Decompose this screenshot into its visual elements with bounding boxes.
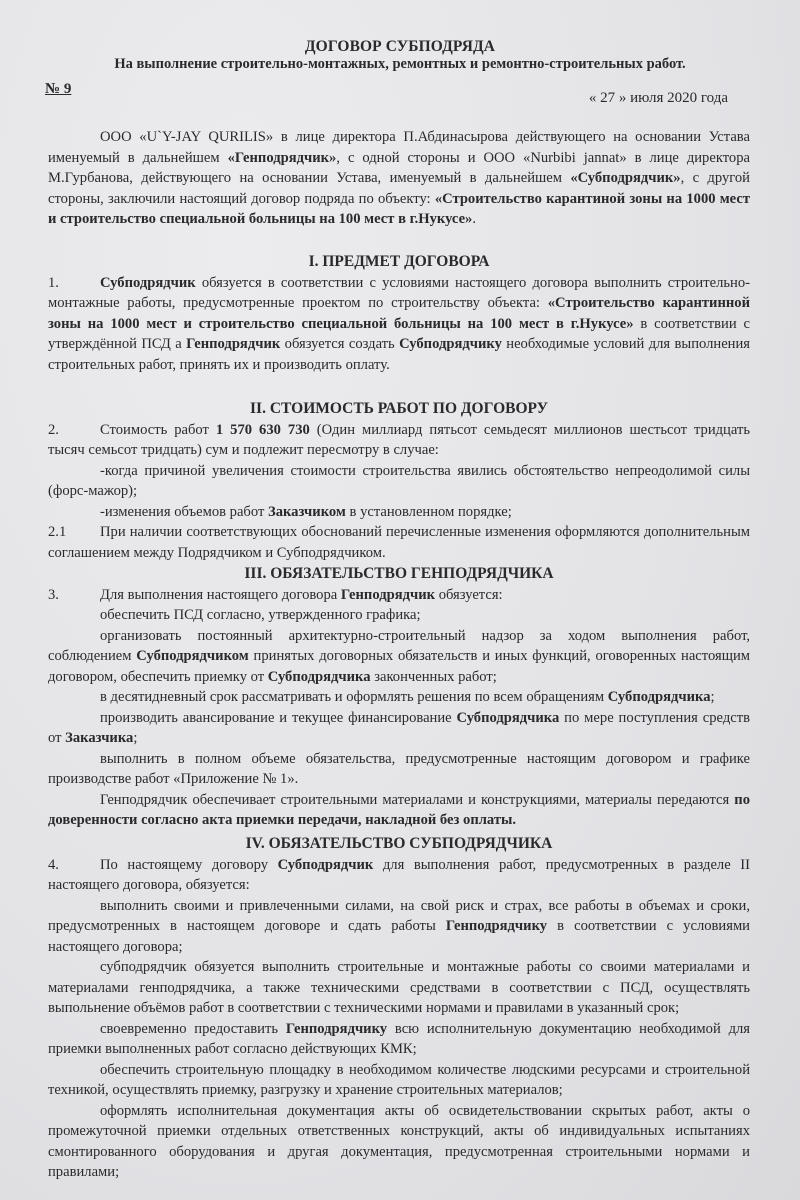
text: в установленном порядке; [345, 503, 512, 520]
preamble-paragraph [48, 127, 750, 230]
text: по мере поступления средств от [48, 709, 751, 746]
text: обязуется создать [280, 336, 400, 352]
bold-text: Субподрядчика [456, 709, 560, 726]
text: организовать постоянный архитектурно-строительный надзор за ходом выполнения работ, соблюдением [48, 627, 750, 664]
section-4 [48, 834, 750, 1183]
bold-text: Генподрядчик [186, 336, 281, 352]
bold-text: Субподрядчика [607, 689, 711, 705]
clause-2 [48, 420, 750, 461]
text: принятых договорных обязательств и иных функций, оговоренных настоящим договором, обеспечить приемку от [48, 648, 750, 685]
bold-text: Субподрядчик [277, 856, 374, 873]
list-item: -когда причиной увеличения стоимости строительства явились обстоятельство непреодолимой силы (форс-мажор); [48, 462, 750, 499]
contract-amount: 1 570 630 730 [215, 421, 310, 438]
text: , с одной стороны и ООО «Nurbibi jannat» в лице директора М.Гурбанова, действующего на основании Устава, именуемый в дальнейшем [48, 149, 750, 186]
text: для выполнения работ, предусмотренных в разделе II настоящего договора, обязуется: [48, 856, 750, 893]
clause-4 [48, 855, 750, 896]
list-item [48, 708, 750, 749]
document-title: ДОГОВОР СУБПОДРЯДА [304, 38, 496, 55]
text: законченных работ; [370, 668, 497, 685]
bold-text: Субподрядчик [100, 274, 196, 291]
bold-text: Генподрядчику [285, 1020, 388, 1037]
text: Стоимость работ [100, 421, 216, 438]
text: ; [710, 689, 715, 705]
section-heading: IV. ОБЯЗАТЕЛЬСТВО СУБПОДРЯДЧИКА [245, 835, 553, 852]
bold-text: Заказчика [65, 730, 134, 746]
project-name: «Строительство карантиной зоны на 1000 мест и строительство специальной больницы на 100 мест в г.Нукусе» [48, 190, 750, 227]
text: в соответствии с утверждённой ПСД а [48, 315, 750, 352]
list-item [48, 790, 750, 831]
section-heading: III. ОБЯЗАТЕЛЬСТВО ГЕНПОДРЯДЧИКА [244, 565, 554, 582]
document-subtitle: На выполнение строительно-монтажных, ремонтных и ремонтно-строительных работ. [114, 56, 686, 72]
list-item: обеспечить строительную площадку в необходимом количестве людскими ресурсами и строительной техникой, осуществлять приемку, разгрузку и хранение строительных материалов; [48, 1061, 750, 1098]
list-item [48, 896, 750, 958]
text: ; [133, 730, 138, 746]
section-2 [48, 399, 750, 563]
text: в соответствии с условиями настоящего договора; [48, 918, 750, 955]
text: выполнить своими и привлеченными силами, на свой риск и страх, все работы в объемах и сроки, предусмотренных в настоящем договоре и сдать работы [48, 897, 750, 934]
text: своевременно предоставить [100, 1020, 286, 1037]
bold-text: по доверенности согласно акта приемки передачи, накладной без оплаты. [48, 791, 750, 828]
section-1 [48, 252, 750, 375]
text: производить авансирование и текущее финансирование [100, 709, 457, 726]
list-item: оформлять исполнительная документация акты об освидетельствовании скрытых работ, акты о промежуточной приемки отдельных ответственных конструкций, акты об индивидуальных испытаниях смонтированного оборудования и другая документация, предусмотренная строительными нормами и правилами; [48, 1102, 750, 1180]
bold-text: Субподрядчика [267, 668, 371, 685]
clause-number: 1. [48, 274, 59, 291]
text: Генподрядчик обеспечивает строительными материалами и конструкциями, материалы передаются [100, 791, 735, 808]
clause-number: 2. [48, 421, 59, 438]
text: , с другой стороны, заключили настоящий договор подряда по объекту: [48, 170, 750, 207]
party-general-contractor: «Генподрядчик» [227, 149, 337, 166]
text: в десятидневный срок рассматривать и оформлять решения по всем обращениям [100, 689, 608, 705]
list-item [48, 687, 750, 708]
text: ООО «U`Y-JAY QURILIS» в лице директора П.Абдинасырова действующего на основании Устава именуемый в дальнейшем [48, 129, 750, 166]
clause-number: 3. [48, 586, 59, 603]
clause-number: 2.1 [48, 524, 67, 540]
text: обязуется в соответствии с условиями настоящего договора выполнить строительно-монтажные работы, предусмотренные проектом по строительству объекта: [48, 274, 750, 311]
text: всю исполнительную документацию необходимой для приемки выполненных работ согласно действующих КМК; [48, 1020, 750, 1057]
bold-text: Субподрядчиком [136, 648, 249, 664]
preamble [48, 127, 750, 230]
list-item [48, 1019, 750, 1060]
section-3 [48, 564, 750, 831]
list-item [48, 502, 750, 523]
bold-text: Генподрядчику [445, 918, 548, 934]
text: По настоящему договору [100, 856, 278, 873]
clause-1 [48, 273, 750, 376]
list-item: субподрядчик обязуется выполнить строительные и монтажные работы со своими материалами и материалами генподрядчика, а также техническими средствами в соответствии с ПСД, осуществлять выпольнение объёмов работ в соответствии с техническими нормами и правилами в указанный срок; [48, 959, 750, 1016]
text: . [472, 211, 477, 227]
bold-text: Генподрядчик [340, 586, 436, 603]
section-heading: II. СТОИМОСТЬ РАБОТ ПО ДОГОВОРУ [250, 400, 548, 417]
contract-date: « 27 » июля 2020 года [588, 90, 728, 106]
text: обязуется: [435, 586, 503, 603]
text: Для выполнения настоящего договора [100, 586, 341, 603]
section-heading: I. ПРЕДМЕТ ДОГОВОРА [308, 253, 490, 270]
text: (Один миллиард пятьсот семьдесят миллионов шестьсот тридцать тысяч семьсот тридцать) сум и подлежит пересмотру в случае: [48, 421, 750, 458]
project-name: «Строительство карантинной зоны на 1000 мест и строительство специальной больницы на 100 мест в г.Нукусе» [48, 295, 750, 332]
clause-number: 4. [48, 856, 59, 873]
bold-text: Субподрядчику [399, 336, 502, 352]
party-subcontractor: «Субподрядчик» [570, 170, 681, 186]
text: При наличии соответствующих обоснований перечисленные изменения оформляются дополнительным соглашением между Подрядчиком и Субподрядчиком. [48, 524, 750, 561]
text: -изменения объемов работ [100, 503, 268, 520]
contract-number: № 9 [45, 81, 72, 97]
text: необходимые условий для выполнения строительных работ, принять их и производить оплату. [48, 336, 751, 373]
bold-text: Заказчиком [268, 503, 346, 520]
clause-3 [48, 585, 750, 606]
list-item: обеспечить ПСД согласно, утвержденного графика; [100, 607, 421, 623]
list-item [48, 626, 750, 688]
clause-2-1 [48, 522, 750, 563]
list-item: выполнить в полном объеме обязательства, предусмотренные настоящим договором и графике производстве работ «Приложение № 1». [48, 750, 750, 787]
